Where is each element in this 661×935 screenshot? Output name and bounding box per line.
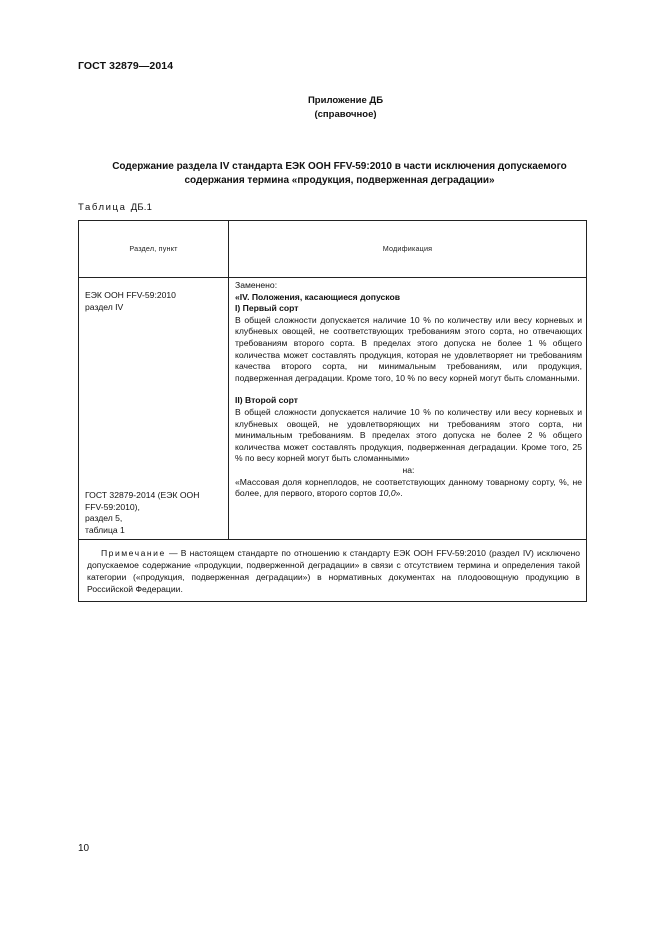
section-heading-line2: содержания термина «продукция, подверженная деградации» xyxy=(184,174,495,186)
target-reference-line: FFV-59:2010), xyxy=(85,501,140,512)
section-heading xyxy=(82,160,597,187)
table-header-row xyxy=(79,221,587,278)
document-code: ГОСТ 32879—2014 xyxy=(78,60,174,72)
replaced-label: Заменено: xyxy=(235,280,278,290)
annex-label xyxy=(0,94,661,122)
source-reference xyxy=(85,290,222,313)
section-heading-line1: Содержание раздела IV стандарта ЕЭК ООН FFV-59:2010 в части исключения допускаемого xyxy=(112,161,567,172)
target-reference-line: раздел 5, xyxy=(85,513,123,524)
table-caption-word: Таблица xyxy=(78,202,127,213)
table-caption-number: ДБ.1 xyxy=(130,202,153,213)
note-cell xyxy=(79,539,587,601)
page-number: 10 xyxy=(78,843,90,854)
replacement-paragraph xyxy=(235,477,582,500)
column-header-modification: Модификация xyxy=(229,221,587,278)
on-label: на: xyxy=(402,464,415,475)
target-reference-line: таблица 1 xyxy=(85,524,125,535)
table-row xyxy=(79,278,587,540)
table-caption xyxy=(78,202,152,213)
replacement-text: «Массовая доля корнеплодов, не соответствующих данному товарному сорту, %, не более, для первого, второго сортов xyxy=(235,476,582,499)
replacement-end: ». xyxy=(395,488,403,499)
grade2-text: В общей сложности допускается наличие 10 % по количеству или весу корневых и клубневых овощей, не удовлетворяющих ни требованиям этого сорта, ни минимальным требованиям. В пределах этого допуска не более 2 % общего количества может составлять продукция, подверженная деградации. Кроме того, 25 % по весу корней могут быть сломанными» xyxy=(235,406,582,464)
source-reference-line: ЕЭК ООН FFV-59:2010 xyxy=(85,290,176,300)
tolerance-section-title: «IV. Положения, касающиеся допусков xyxy=(235,291,401,302)
section-cell xyxy=(79,278,229,540)
modification-cell xyxy=(229,278,587,540)
target-reference xyxy=(85,490,222,536)
replacement-value: 10,0 xyxy=(378,488,396,499)
column-header-section: Раздел, пункт xyxy=(79,221,229,278)
target-reference-line: ГОСТ 32879-2014 (ЕЭК ООН xyxy=(85,490,200,501)
source-reference-line: раздел IV xyxy=(85,301,124,312)
note-row xyxy=(79,539,587,601)
note-text: — В настоящем стандарте по отношению к стандарту ЕЭК ООН FFV-59:2010 (раздел IV) исключено допускаемое содержание «продукции, подверженной деградации» в связи с отсутствием термина и определения такой категории («продукция, подверженная деградации») в нормативных документах на плодоовощную продукцию в Российской Федерации. xyxy=(87,547,580,594)
annex-subtitle: (справочное) xyxy=(314,109,377,120)
grade1-text: В общей сложности допускается наличие 10 % по количеству или весу корневых и клубневых овощей, не соответствующих требованиям этого сорта, но отвечающих требованиям второго сорта. В пределах этого допуска не более 1 % общего количества может составлять продукция, которая не удовлетворяет ни требованиям качества второго сорта, ни минимальным требованиям, или продукция, подверженная деградации. Кроме того, 10 % по весу корней могут быть сломанными. xyxy=(235,314,582,383)
note-label: Примечание xyxy=(101,547,166,558)
modification-table xyxy=(78,220,587,602)
grade1-title: I) Первый сорт xyxy=(235,303,299,314)
grade2-title: II) Второй сорт xyxy=(235,395,299,406)
annex-title: Приложение ДБ xyxy=(307,95,384,106)
